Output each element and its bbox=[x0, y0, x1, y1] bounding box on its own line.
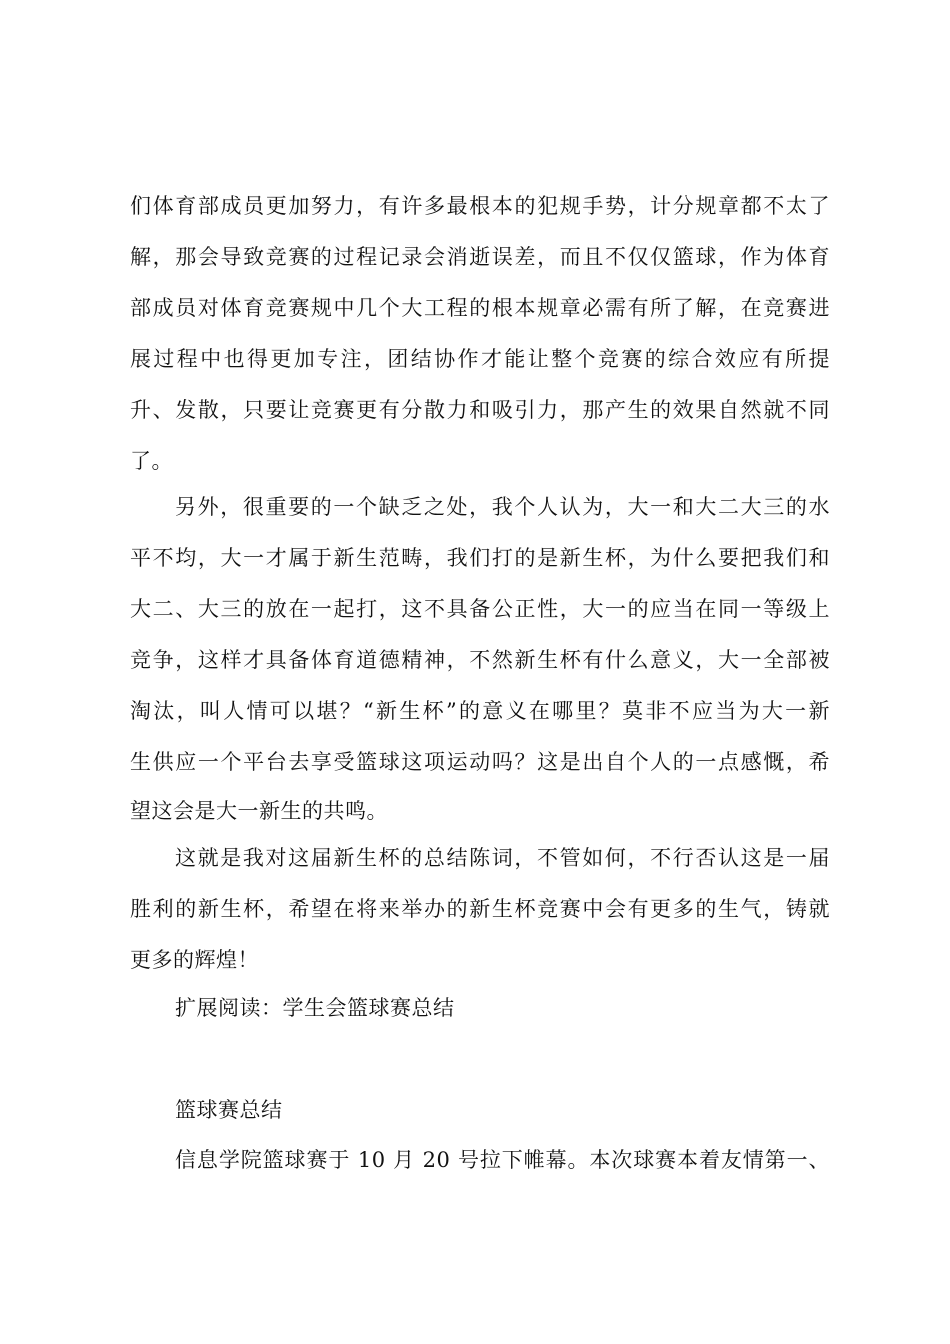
extended-reading-label: 扩展阅读：学生会篮球赛总结 bbox=[175, 996, 455, 1020]
paragraph-2-line-7: 望这会是大一新生的共鸣。 bbox=[130, 799, 388, 823]
paragraph-1-line-3: 部成员对体育竞赛规中几个大工程的根本规章必需有所了解，在竞赛进 bbox=[130, 296, 830, 320]
paragraph-1-line-4: 展过程中也得更加专注，团结协作才能让整个竞赛的综合效应有所提 bbox=[130, 347, 830, 371]
paragraph-3-line-1: 这就是我对这届新生杯的总结陈词，不管如何，不行否认这是一届 bbox=[175, 846, 830, 870]
paragraph-2-line-6: 生供应一个平台去享受篮球这项运动吗？这是出自个人的一点感慨，希 bbox=[130, 750, 830, 774]
paragraph-1-line-2: 解，那会导致竞赛的过程记录会消逝误差，而且不仅仅篮球，作为体育 bbox=[130, 245, 830, 269]
paragraph-4-line-1: 信息学院篮球赛于 10 月 20 号拉下帷幕。本次球赛本着友情第一、 bbox=[175, 1148, 830, 1172]
paragraph-1-line-1: 们体育部成员更加努力，有许多最根本的犯规手势，计分规章都不太了 bbox=[130, 194, 830, 218]
paragraph-2-line-4: 竞争，这样才具备体育道德精神，不然新生杯有什么意义，大一全部被 bbox=[130, 648, 830, 672]
paragraph-2-line-1: 另外，很重要的一个缺乏之处，我个人认为，大一和大二大三的水 bbox=[175, 495, 830, 519]
paragraph-2-line-2: 平不均，大一才属于新生范畴，我们打的是新生杯，为什么要把我们和 bbox=[130, 546, 830, 570]
paragraph-1-line-5: 升、发散，只要让竞赛更有分散力和吸引力，那产生的效果自然就不同 bbox=[130, 398, 830, 422]
section-title: 篮球赛总结 bbox=[175, 1098, 283, 1122]
paragraph-3-line-2: 胜利的新生杯，希望在将来举办的新生杯竞赛中会有更多的生气，铸就 bbox=[130, 897, 830, 921]
paragraph-3-line-3: 更多的辉煌！ bbox=[130, 948, 259, 972]
paragraph-2-line-3: 大二、大三的放在一起打，这不具备公正性，大一的应当在同一等级上 bbox=[130, 597, 830, 621]
paragraph-2-line-5: 淘汰，叫人情可以堪？“新生杯”的意义在哪里？莫非不应当为大一新 bbox=[130, 699, 830, 723]
paragraph-1-line-6: 了。 bbox=[130, 449, 173, 473]
